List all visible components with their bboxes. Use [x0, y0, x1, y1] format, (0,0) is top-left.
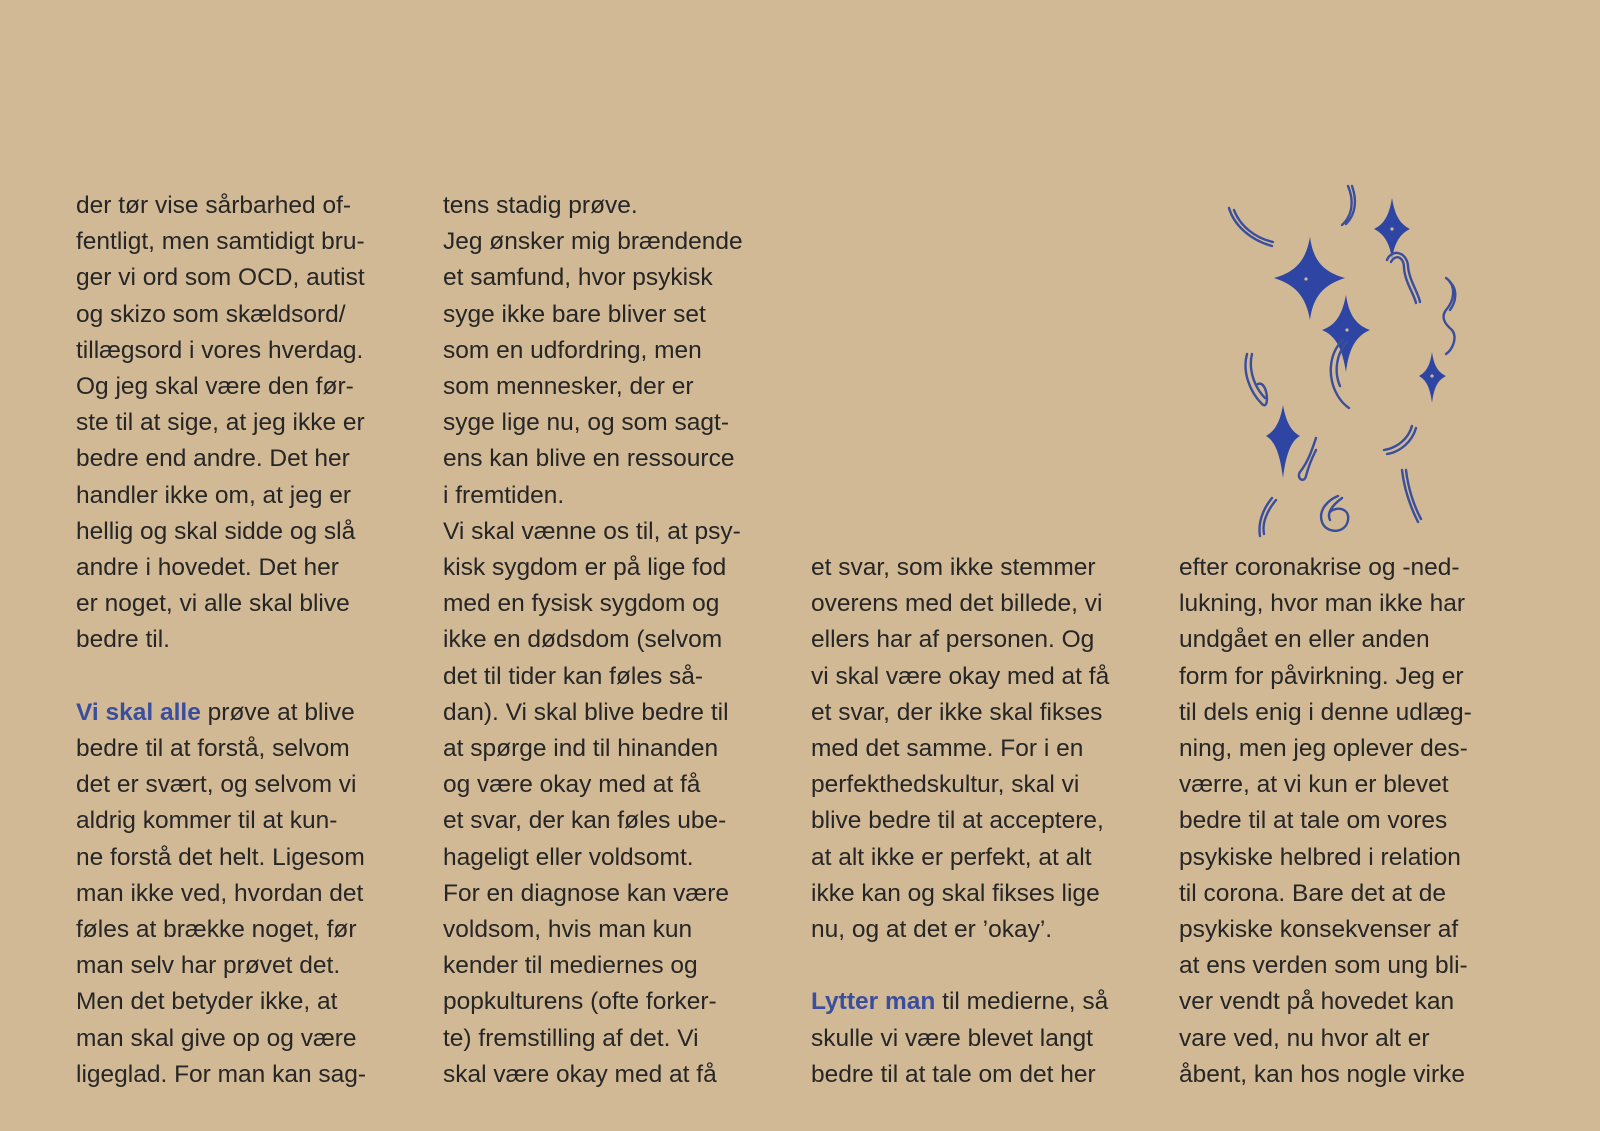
paragraph — [811, 984, 1161, 1093]
streamer-shape — [1264, 500, 1277, 534]
text-line — [811, 984, 1161, 1020]
text-line: Men det betyder ikke, at — [76, 988, 338, 1016]
text-column-4 — [1179, 550, 1529, 1093]
text-line: åbent, kan hos nogle virke — [1179, 1060, 1466, 1088]
text-line: er noget, vi alle skal blive — [76, 590, 350, 618]
text-line: et svar, som ikke stemmer — [811, 554, 1096, 581]
text-column-1 — [76, 188, 426, 1093]
text-line: tens stadig prøve. — [443, 192, 638, 219]
text-line: som en udfordring, men — [443, 336, 702, 364]
paragraph — [443, 188, 793, 1093]
text-line: te) fremstilling af det. Vi — [443, 1024, 699, 1052]
text-line: føles at brække noget, før — [76, 916, 357, 944]
text-line: vare ved, nu hvor alt er — [1179, 1024, 1430, 1052]
text-line: ens kan blive en ressource — [443, 445, 735, 473]
text-line: form for påvirkning. Jeg er — [1179, 662, 1464, 690]
text-line: bedre til. — [76, 626, 170, 654]
text-line: perfekthedskultur, skal vi — [811, 771, 1080, 799]
text-line: ver vendt på hovedet kan — [1179, 988, 1455, 1016]
lead-in-highlight: Vi skal alle — [76, 698, 201, 726]
text-line: ning, men jeg oplever des- — [1179, 735, 1468, 763]
text-line: man ikke ved, hvordan det — [76, 879, 364, 907]
text-line: man selv har prøvet det. — [76, 952, 341, 980]
text-line: undgået en eller anden — [1179, 626, 1430, 654]
text-line: ligeglad. For man kan sag- — [76, 1060, 367, 1088]
text-line: hageligt eller voldsomt. — [443, 843, 694, 871]
paragraph-gap — [76, 659, 426, 695]
streamer-shape — [1299, 438, 1316, 480]
paragraph-gap — [811, 948, 1161, 984]
text-line: lukning, hvor man ikke har — [1179, 590, 1465, 618]
streamer-shape — [1402, 470, 1418, 522]
text-line: voldsom, hvis man kun — [443, 916, 693, 944]
text-line: et svar, der kan føles ube- — [443, 807, 727, 835]
text-line: ellers har af personen. Og — [811, 626, 1095, 654]
streamer-shape — [1384, 426, 1412, 450]
text-line: kender til mediernes og — [443, 952, 698, 980]
text-line: ger vi ord som OCD, autist — [76, 264, 365, 292]
text-line: For en diagnose kan være — [443, 879, 729, 907]
text-line: med en fysisk sygdom og — [443, 590, 720, 618]
text-line: at ens verden som ung bli- — [1179, 952, 1468, 980]
text-line: og skizo som skældsord/ — [76, 300, 346, 328]
text-line: syge ikke bare bliver set — [443, 300, 706, 328]
text-line: at spørge ind til hinanden — [443, 735, 719, 763]
confetti-stars-icon — [1200, 175, 1460, 545]
text-line: ikke en dødsdom (selvom — [443, 626, 723, 654]
text-line: hellig og skal sidde og slå — [76, 517, 356, 545]
text-line: et samfund, hvor psykisk — [443, 264, 713, 292]
text-line: til corona. Bare det at de — [1179, 879, 1446, 907]
star-shape — [1274, 237, 1345, 320]
text-line: til dels enig i denne udlæg- — [1179, 698, 1472, 726]
text-column-3 — [811, 550, 1161, 1093]
text-line: syge lige nu, og som sagt- — [443, 409, 729, 437]
text-line: at alt ikke er perfekt, at alt — [811, 843, 1092, 871]
text-line: nu, og at det er ’okay’. — [811, 916, 1053, 944]
text-line: handler ikke om, at jeg er — [76, 481, 352, 509]
streamer-shape — [1321, 496, 1348, 531]
text-line: Jeg ønsker mig brændende — [443, 228, 743, 256]
streamer-shape — [1444, 278, 1455, 354]
text-line: man skal give op og være — [76, 1024, 357, 1052]
text-line: det er svært, og selvom vi — [76, 771, 357, 799]
text-line: Vi skal vænne os til, at psy- — [443, 517, 741, 545]
text-line: vi skal være okay med at få — [811, 662, 1110, 690]
text-line: bedre til at forstå, selvom — [76, 735, 350, 763]
text-line: i fremtiden. — [443, 481, 565, 509]
text-line: Og jeg skal være den før- — [76, 373, 354, 401]
text-line: skulle vi være blevet langt — [811, 1024, 1093, 1052]
text-line: med det samme. For i en — [811, 735, 1084, 763]
text-line: tillægsord i vores hverdag. — [76, 336, 364, 364]
paragraph — [1179, 550, 1529, 1093]
text-column-2 — [443, 188, 793, 1093]
text-line: psykiske konsekvenser af — [1179, 916, 1459, 944]
text-line: bedre til at tale om det her — [811, 1060, 1096, 1088]
text-line: blive bedre til at acceptere, — [811, 807, 1104, 835]
text-line: psykiske helbred i relation — [1179, 843, 1461, 871]
star-shape — [1266, 405, 1300, 478]
text-line: andre i hovedet. Det her — [76, 554, 339, 582]
paragraph — [76, 695, 426, 1093]
text-line: ikke kan og skal fikses lige — [811, 879, 1100, 907]
text-line: kisk sygdom er på lige fod — [443, 554, 727, 582]
text-line: det til tider kan føles så- — [443, 662, 704, 690]
star-shape — [1322, 295, 1370, 372]
text-line: som mennesker, der er — [443, 373, 694, 401]
text-line: fentligt, men samtidigt bru- — [76, 228, 365, 256]
text-line: ste til at sige, at jeg ikke er — [76, 409, 365, 437]
text-line: efter coronakrise og -ned- — [1179, 554, 1460, 581]
text-line: bedre end andre. Det her — [76, 445, 350, 473]
text-line: aldrig kommer til at kun- — [76, 807, 338, 835]
text-line: dan). Vi skal blive bedre til — [443, 698, 729, 726]
text-line: overens med det billede, vi — [811, 590, 1103, 618]
text-line: ne forstå det helt. Ligesom — [76, 843, 365, 871]
text-line: og være okay med at få — [443, 771, 701, 799]
lead-in-rest: til medierne, så — [935, 988, 1109, 1016]
paragraph — [811, 550, 1161, 948]
text-line: bedre til at tale om vores — [1179, 807, 1448, 835]
lead-in-rest: prøve at blive — [200, 698, 355, 726]
text-line: der tør vise sårbarhed of- — [76, 192, 352, 219]
text-line: skal være okay med at få — [443, 1060, 717, 1088]
lead-in-highlight: Lytter man — [811, 988, 936, 1016]
text-line: popkulturens (ofte forker- — [443, 988, 717, 1016]
paragraph — [76, 188, 426, 659]
text-line: et svar, der ikke skal fikses — [811, 698, 1103, 726]
text-line: værre, at vi kun er blevet — [1179, 771, 1449, 799]
text-line — [76, 695, 426, 731]
